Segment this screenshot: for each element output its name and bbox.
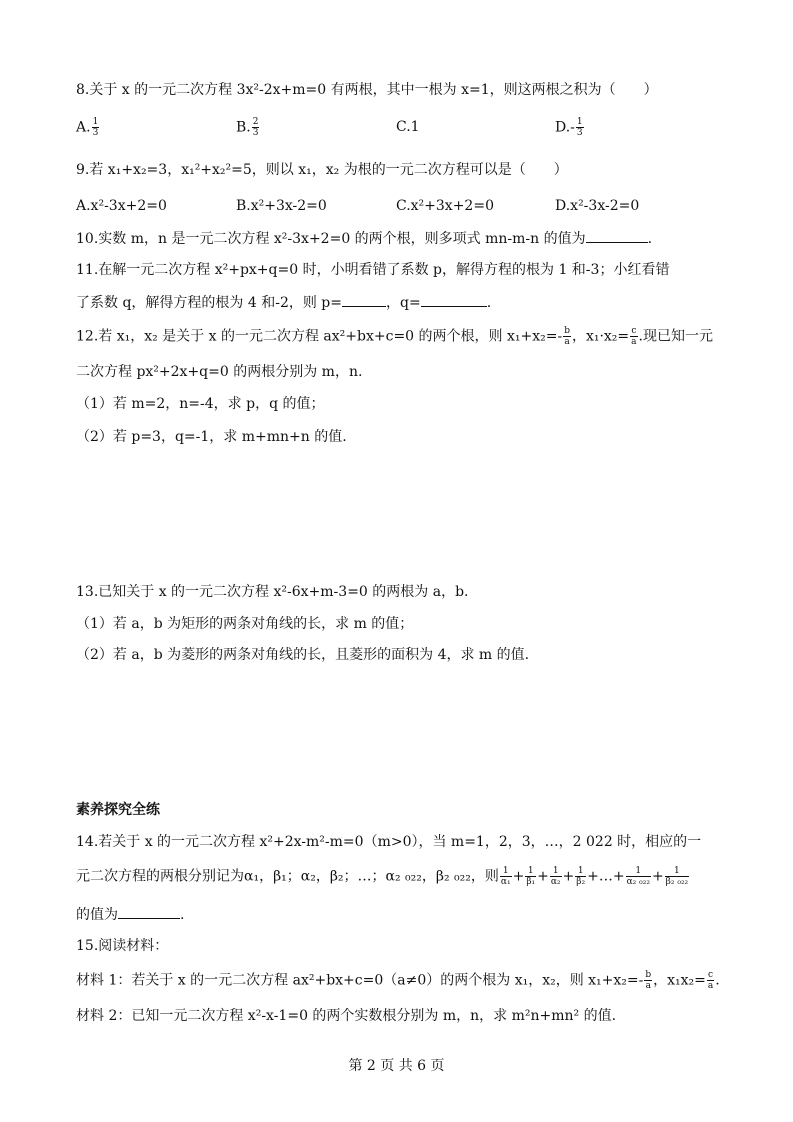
answer-blank[interactable] — [586, 228, 648, 243]
answer-blank-p[interactable] — [342, 292, 386, 307]
q12-part1: （1）若 m=2，n=-4，求 p，q 的值； — [76, 396, 325, 412]
answer-blank[interactable] — [118, 904, 180, 919]
q8-option-b: B. $\frac{2}{3}$ — [236, 117, 259, 138]
answer-blank-q[interactable] — [421, 292, 487, 307]
q12-line1: 12.若 x₁，x₂ 是关于 x 的一元二次方程 ax²+bx+c=0 的两个根，则 x₁+x₂=- $\frac{b}{a}$ ，x₁·x₂= $\frac{c}{a}$ .现已知一元 — [76, 326, 713, 347]
q8-option-a: A. $\frac{1}{3}$ — [76, 117, 99, 138]
fraction: $\frac{1}{\text{α₂ ₀₂₂}}$ — [626, 866, 650, 887]
q12-part2: （2）若 p=3，q=-1，求 m+mn+n 的值. — [76, 429, 347, 445]
q15-title: 15.阅读材料： — [76, 938, 169, 954]
q9-option-c: C.x²+3x+2=0 — [396, 198, 494, 214]
q11-line2: 了系数 q，解得方程的根为 4 和-2，则 p= ，q= . — [76, 292, 491, 313]
q8-stem: 8.关于 x 的一元二次方程 3x²-2x+m=0 有两根，其中一根为 x=1，则这两根之积为（ ） — [76, 82, 658, 98]
q8-option-c: C.1 — [396, 119, 420, 135]
q9-option-a: A.x²-3x+2=0 — [76, 198, 167, 214]
fraction: $\frac{1}{\text{β₂ ₀₂₂}}$ — [665, 866, 689, 887]
q13-part1: （1）若 a，b 为矩形的两条对角线的长，求 m 的值； — [76, 616, 414, 632]
q11-line1: 11.在解一元二次方程 x²+px+q=0 时，小明看错了系数 p，解得方程的根为 1 和-3；小红看错 — [76, 262, 670, 278]
q15-material2: 材料 2：已知一元二次方程 x²-x-1=0 的两个实数根分别为 m，n，求 m²n+mn² 的值. — [76, 1008, 617, 1024]
page-footer: 第 2 页 共 6 页 — [348, 1058, 445, 1074]
q8-option-d: D.- $\frac{1}{3}$ — [555, 117, 583, 138]
section-title: 素养探究全练 — [76, 802, 160, 818]
q9-option-d: D.x²-3x-2=0 — [555, 198, 640, 214]
q14-line2: 元二次方程的两根分别记为α₁，β₁；α₂，β₂；…；α₂ ₀₂₂，β₂ ₀₂₂，则 $\frac{1}{\text{α₁}}$ + $\frac{1}{\text{β₁}}$ + $\frac{1}{\text{α₂}}$ + $\frac{1}{\text{β₂}}$ +…+ $\frac{1}{\text{α₂ ₀₂₂}}$ + $\frac{1}{\text{β₂ ₀₂₂}}$ — [76, 866, 689, 887]
q10-line: 10.实数 m，n 是一元二次方程 x²-3x+2=0 的两个根，则多项式 mn-m-n 的值为 . — [76, 228, 652, 249]
fraction: $\frac{1}{\text{β₁}}$ — [526, 866, 536, 887]
fraction: $\frac{1}{\text{α₁}}$ — [500, 866, 511, 887]
q13-stem: 13.已知关于 x 的一元二次方程 x²-6x+m-3=0 的两根为 a，b. — [76, 584, 469, 600]
q9-option-b: B.x²+3x-2=0 — [236, 198, 327, 214]
q15-material1: 材料 1：若关于 x 的一元二次方程 ax²+bx+c=0（a≠0）的两个根为 x₁，x₂，则 x₁+x₂=- $\frac{b}{a}$ ，x₁x₂= $\frac{c}{a}$ . — [76, 970, 720, 991]
q14-line1: 14.若关于 x 的一元二次方程 x²+2x-m²-m=0（m>0），当 m=1，2，3，…，2 022 时，相应的一 — [76, 834, 702, 850]
q13-part2: （2）若 a，b 为菱形的两条对角线的长，且菱形的面积为 4，求 m 的值. — [76, 647, 530, 663]
q14-line3: 的值为 . — [76, 904, 184, 925]
q9-stem: 9.若 x₁+x₂=3，x₁²+x₂²=5，则以 x₁，x₂ 为根的一元二次方程可以是（ ） — [76, 162, 568, 178]
q12-line2: 二次方程 px²+2x+q=0 的两根分别为 m，n. — [76, 364, 363, 380]
fraction: $\frac{1}{\text{α₂}}$ — [550, 866, 561, 887]
fraction: $\frac{1}{\text{β₂}}$ — [576, 866, 586, 887]
